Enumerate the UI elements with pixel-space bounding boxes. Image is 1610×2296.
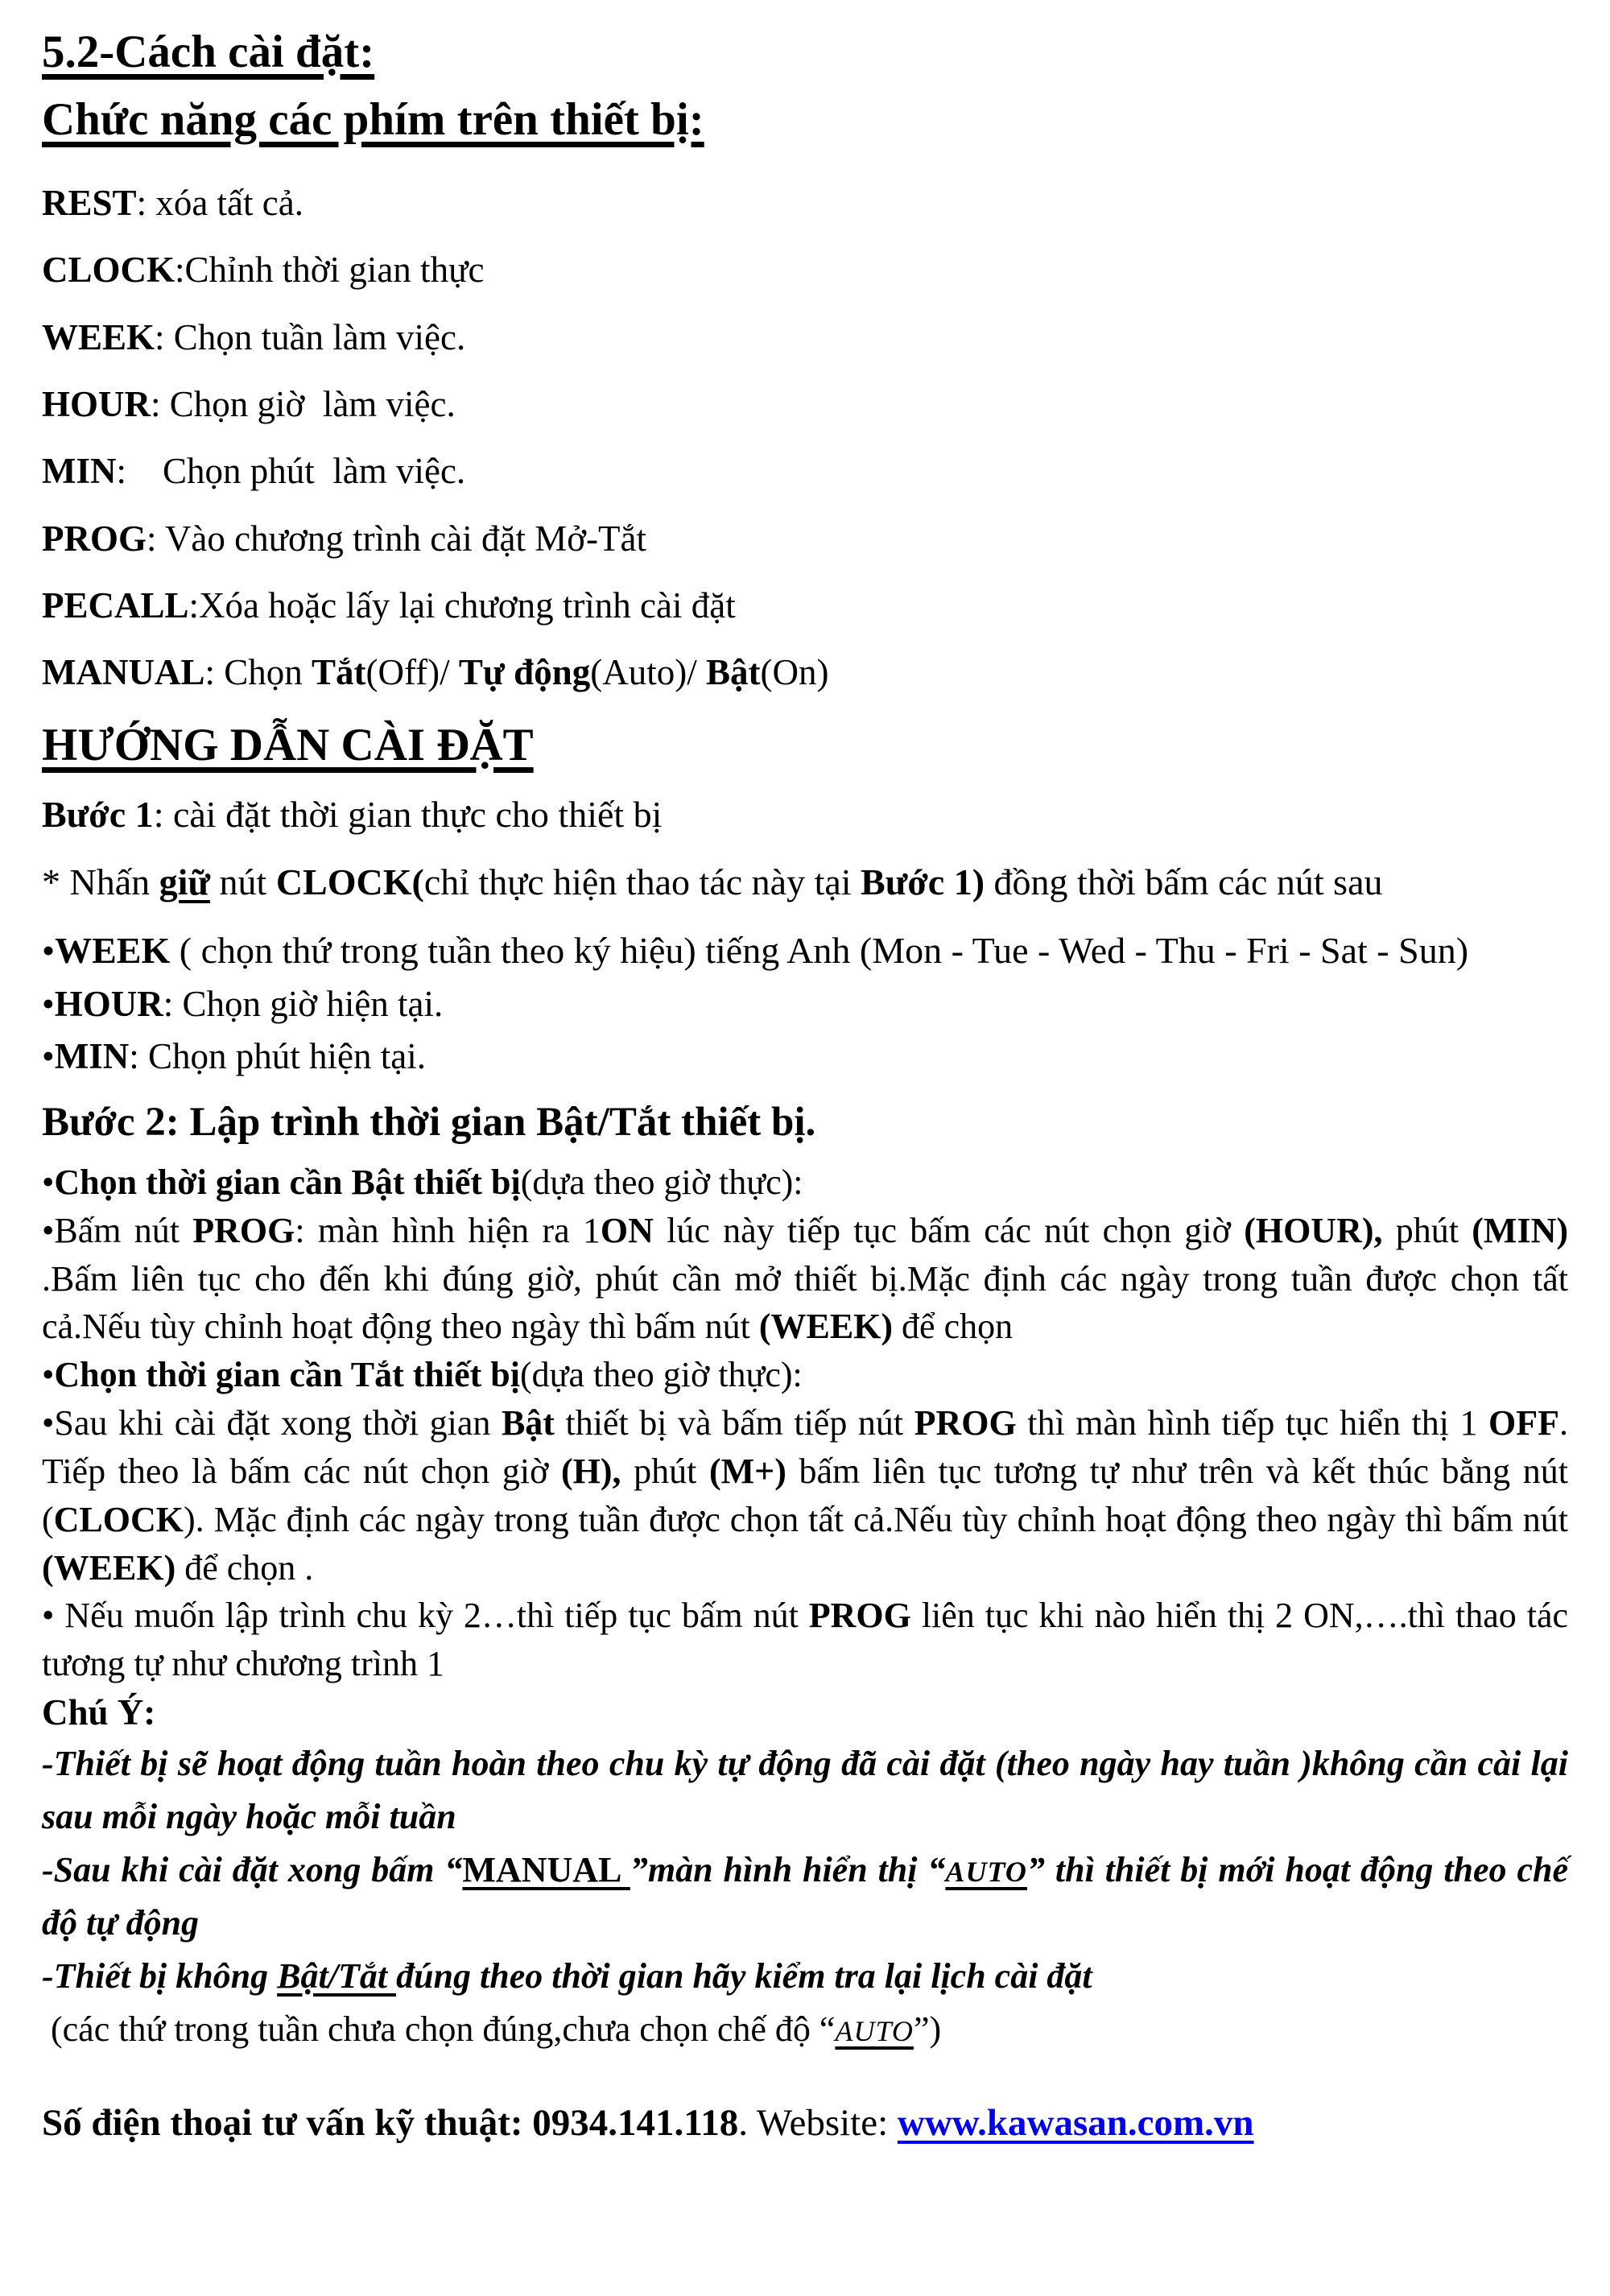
text-segment: HOUR: [54, 984, 163, 1025]
text-segment: Chú Ý:: [42, 1692, 156, 1733]
text-segment: CLOCK: [42, 250, 175, 291]
text-segment: đồng thời bấm các nút sau: [985, 861, 1383, 902]
text-segment: PROG: [914, 1403, 1017, 1443]
text-segment: lúc này tiếp tục bấm các nút chọn giờ: [653, 1210, 1245, 1250]
text-segment: Bước 1): [861, 861, 985, 902]
text-segment: : Chọn giờ làm việc.: [151, 384, 456, 425]
text-segment: :Chỉnh thời gian thực: [175, 250, 485, 291]
setup-guide-title: [42, 716, 1568, 775]
bullet-on-time-title: [42, 1158, 1568, 1207]
text-segment: ). Mặc định các ngày trong tuần được chọn tất cả.Nếu tùy chỉnh hoạt động theo ngày thì bấm nút: [184, 1499, 1568, 1539]
key-manual: [42, 648, 1568, 696]
text-segment: (WEEK): [758, 1307, 894, 1347]
text-segment: 5.2-Cách cài đặt:: [42, 27, 375, 77]
text-segment: Bấm nút: [54, 1210, 193, 1250]
text-segment: CLOCK(: [275, 861, 424, 902]
text-segment: .Bấm liên tục cho đến khi đúng giờ, phút cần mở thiết bị.Mặc định các ngày trong tuần được chọn tất cả.Nếu tùy chỉnh hoạt động theo ngày thì bấm nút: [42, 1258, 1568, 1347]
key-hour: [42, 380, 1568, 428]
text-segment: AUTO: [945, 1855, 1027, 1888]
text-segment: : xóa tất cả.: [136, 183, 303, 224]
text-segment: : Chọn tuần làm việc.: [155, 316, 466, 357]
key-rest: [42, 179, 1568, 227]
bullet-hour: [42, 978, 1568, 1030]
text-segment: để chọn: [893, 1307, 1013, 1347]
bullet-week: [42, 923, 1568, 978]
text-segment: (dựa theo giờ thực):: [520, 1162, 803, 1202]
text-segment: Bật: [705, 652, 761, 693]
bullet-off-time-title: [42, 1351, 1568, 1399]
text-segment: •: [42, 1162, 55, 1202]
text-segment: liên tục khi nào hiển thị 2 ON,….thì thao tác tương tự như chương trình 1: [42, 1596, 1568, 1684]
text-segment: • Nếu muốn lập trình chu kỳ 2…thì tiếp tục bấm nút: [42, 1596, 809, 1636]
text-segment: HƯỚNG DẪN CÀI ĐẶT: [42, 719, 534, 770]
text-segment: CLOCK: [53, 1499, 184, 1539]
text-segment: : màn hình hiện ra 1: [295, 1210, 601, 1250]
text-segment: * Nhấn: [42, 861, 159, 902]
text-segment: -Thiết bị không: [42, 1955, 278, 1996]
text-segment: MANUAL: [462, 1849, 630, 1889]
text-segment: OFF: [1488, 1403, 1559, 1443]
text-segment: chỉ thực hiện thao tác này tại: [423, 861, 861, 902]
text-segment: WEEK: [55, 930, 171, 972]
bullet-min: [42, 1030, 1568, 1083]
text-segment: PROG: [192, 1210, 295, 1250]
step-2-heading: [42, 1096, 1568, 1149]
website-link[interactable]: www.kawasan.com.vn: [897, 2101, 1254, 2144]
text-segment: để chọn .: [175, 1547, 314, 1588]
text-segment: -Sau khi cài đặt xong bấm “: [42, 1849, 463, 1889]
text-segment: •: [42, 930, 56, 972]
step-1-heading: [42, 790, 1568, 840]
text-segment: : Chọn giờ hiện tại.: [163, 984, 444, 1025]
text-segment: Tự động: [458, 652, 591, 693]
text-segment: (WEEK): [42, 1547, 176, 1588]
text-segment: (M+): [708, 1451, 786, 1491]
text-segment: :Xóa hoặc lấy lại chương trình cài đặt: [188, 584, 736, 626]
text-segment: . Website:: [738, 2101, 898, 2144]
text-segment: (H),: [560, 1451, 621, 1491]
text-segment: REST: [42, 183, 137, 224]
text-segment: •: [42, 1355, 55, 1395]
text-segment: đúng theo thời gian hãy kiểm tra lại lịch cài đặt: [396, 1955, 1092, 1996]
text-segment: Chức năng các phím trên thiết bị:: [42, 94, 704, 146]
text-segment: (Auto)/: [590, 652, 706, 693]
key-prog: [42, 514, 1568, 563]
text-segment: •: [42, 1035, 55, 1076]
text-segment: Sau khi cài đặt xong thời gian: [54, 1403, 502, 1443]
text-segment: MANUAL: [42, 652, 205, 693]
text-segment: AUTO: [835, 2014, 914, 2047]
text-segment: MIN: [54, 1035, 130, 1076]
text-segment: (dựa theo giờ thực):: [519, 1355, 803, 1395]
text-segment: WEEK: [42, 316, 155, 357]
bullet-cycle-2: [42, 1592, 1568, 1688]
text-segment: : Chọn phút hiện tại.: [129, 1035, 426, 1076]
text-segment: thì màn hình tiếp tục hiển thị 1: [1016, 1403, 1489, 1443]
key-clock: [42, 246, 1568, 294]
text-segment: PROG: [808, 1596, 911, 1636]
text-segment: thiết bị và bấm tiếp nút: [554, 1403, 914, 1443]
key-pecall: [42, 581, 1568, 630]
text-segment: : cài đặt thời gian thực cho thiết bị: [153, 793, 663, 835]
text-segment: (MIN): [1472, 1210, 1569, 1250]
text-segment: ”): [913, 2009, 942, 2049]
bullet-off-time-detail: [42, 1399, 1568, 1592]
text-segment: MIN: [42, 451, 117, 492]
document-body: [42, 23, 1568, 2149]
text-segment: bấm liên tục tương tự như trên và kết thúc bằng nút (: [42, 1451, 1568, 1539]
key-min: [42, 447, 1568, 495]
section-title: [42, 23, 1568, 82]
text-segment: nút: [210, 861, 276, 902]
text-segment: (On): [760, 652, 829, 693]
text-segment: Bước 2: Lập trình thời gian Bật/Tắt thiết bị.: [42, 1099, 816, 1145]
text-segment: -Thiết bị sẽ hoạt động tuần hoàn theo chu kỳ tự động đã cài đặt (theo ngày hay tuần )không cần cài lại sau mỗi ngày hoặc mỗi tuần: [42, 1743, 1568, 1836]
text-segment: Chọn thời gian cần Bật thiết bị: [54, 1162, 521, 1202]
step-1-instruction: [42, 851, 1568, 913]
text-segment: Số điện thoại tư vấn kỹ thuật: 0934.141.118: [42, 2101, 739, 2144]
text-segment: Chọn thời gian cần Tắt thiết bị: [54, 1355, 520, 1395]
text-segment: •: [42, 1210, 55, 1250]
text-segment: •: [42, 1403, 55, 1443]
text-segment: ”màn hình hiển thị “: [630, 1849, 946, 1889]
text-segment: ” thì thiết bị mới hoạt động theo chế độ tự động: [42, 1849, 1568, 1943]
keys-title: [42, 90, 1568, 150]
text-segment: PECALL: [42, 584, 189, 626]
text-segment: Bước 1: [42, 793, 154, 835]
bullet-on-time-detail: [42, 1207, 1568, 1351]
note-cycle: [42, 1737, 1568, 1844]
text-segment: PROG: [42, 518, 147, 559]
text-segment: phút: [621, 1451, 709, 1491]
text-segment: HOUR: [42, 384, 151, 425]
text-segment: Bật/Tắt: [277, 1955, 397, 1996]
text-segment: : Vào chương trình cài đặt Mở-Tắt: [147, 518, 646, 559]
note-manual-auto: [42, 1844, 1568, 1950]
note-check-schedule: [42, 1950, 1568, 2003]
key-week: [42, 313, 1568, 361]
footer-contact: [42, 2098, 1568, 2149]
text-segment: (HOUR),: [1244, 1210, 1383, 1250]
text-segment: Tắt: [312, 652, 366, 693]
text-segment: phút: [1382, 1210, 1472, 1250]
text-segment: ( chọn thứ trong tuần theo ký hiệu) tiếng Anh (Mon - Tue - Wed - Thu - Fri - Sat - Sun): [170, 930, 1469, 972]
text-segment: Bật: [501, 1403, 555, 1443]
text-segment: : Chọn phút làm việc.: [116, 451, 466, 492]
note-check-schedule-sub: [42, 2003, 1568, 2056]
text-segment: (Off)/: [365, 652, 459, 693]
text-segment: giữ: [159, 861, 211, 902]
text-segment: (các thứ trong tuần chưa chọn đúng,chưa chọn chế độ “: [42, 2009, 836, 2049]
text-segment: ON: [600, 1210, 654, 1250]
notes-title: [42, 1688, 1568, 1737]
text-segment: : Chọn: [204, 652, 312, 693]
text-segment: . Tiếp theo là bấm các nút chọn giờ: [42, 1403, 1568, 1491]
text-segment: •: [42, 984, 55, 1025]
